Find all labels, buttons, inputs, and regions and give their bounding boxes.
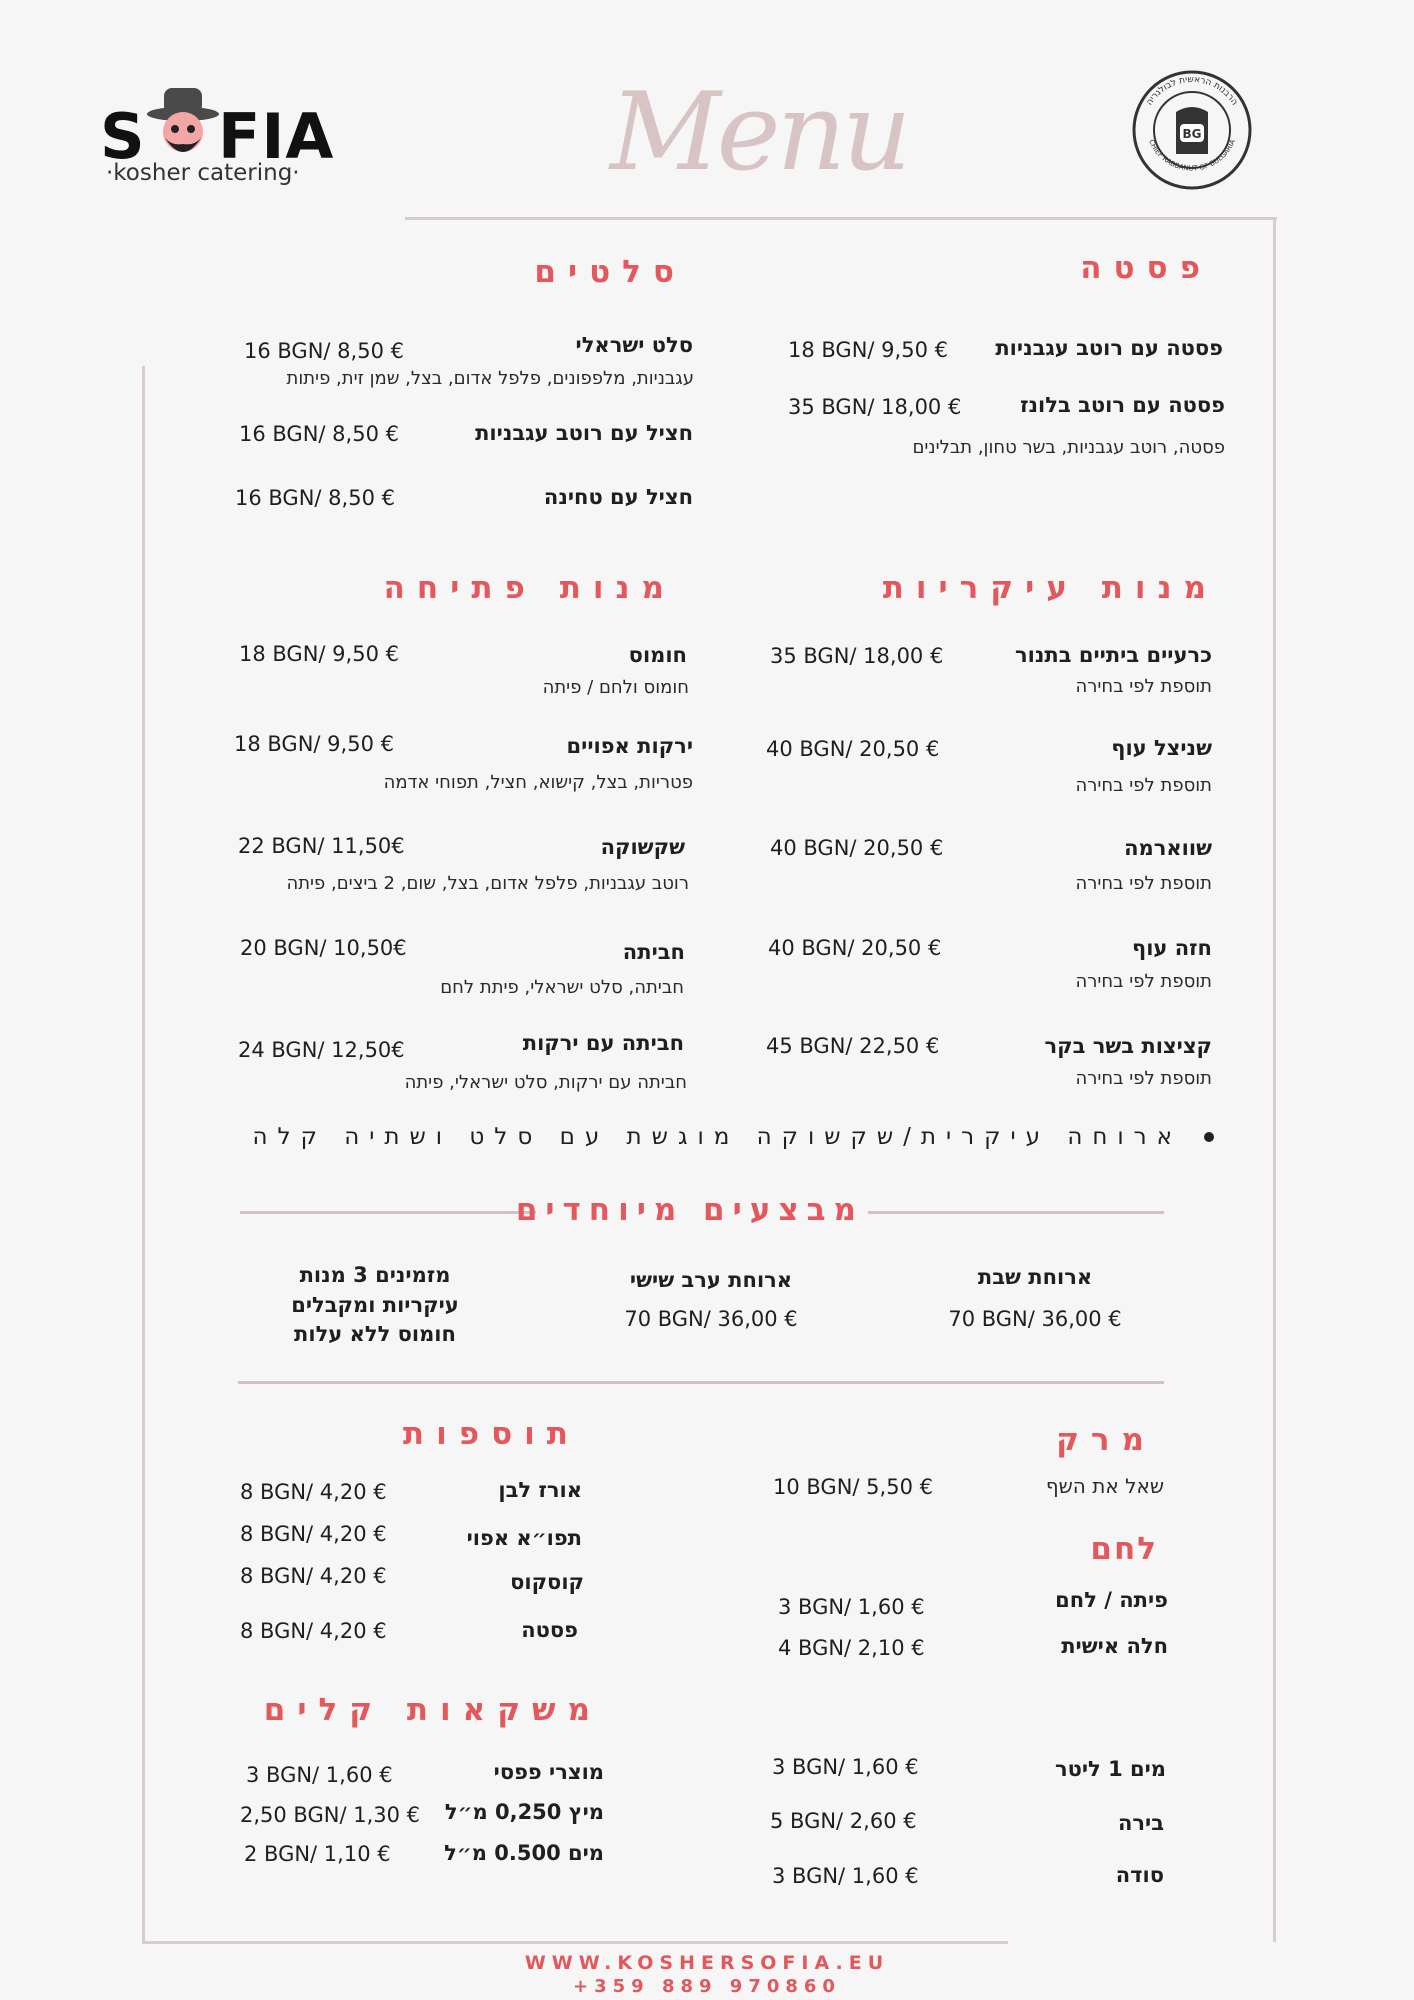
special-item-name: ארוחת ערב שישי xyxy=(629,1268,793,1292)
pasta-item-name: פסטה עם רוטב בלונז xyxy=(1020,393,1225,417)
soup-heading: מרק xyxy=(1056,1422,1156,1458)
rabbi-face-icon xyxy=(144,84,222,166)
pasta-item-price: 35 BGN/ 18,00 € xyxy=(788,395,962,419)
starter-item-price: 18 BGN/ 9,50 € xyxy=(234,732,394,756)
side-item-name: קוסקוס xyxy=(510,1570,584,1594)
starter-item-price: 18 BGN/ 9,50 € xyxy=(239,642,399,666)
specials-line-right xyxy=(868,1211,1164,1214)
side-item-price: 8 BGN/ 4,20 € xyxy=(240,1564,387,1588)
side-item-name: תפו״א אפוי xyxy=(466,1526,582,1550)
drink-item-name: מוצרי פפסי xyxy=(493,1760,604,1784)
bread-heading: לחם xyxy=(1090,1531,1158,1567)
salad-item-name: חציל עם רוטב עגבניות xyxy=(475,421,693,445)
special-item-price: 70 BGN/ 36,00 € xyxy=(624,1307,798,1331)
main-item-desc: תוספת לפי בחירה xyxy=(1075,873,1212,894)
frame-right-line xyxy=(1273,217,1276,1942)
footer-phone[interactable]: +359 889 970860 xyxy=(573,1976,841,1997)
main-item-desc: תוספת לפי בחירה xyxy=(1075,1068,1212,1089)
footer-website[interactable]: WWW.KOSHERSOFIA.EU xyxy=(524,1952,890,1974)
drink-item-name: בירה xyxy=(1117,1811,1164,1835)
drink-item-price: 3 BGN/ 1,60 € xyxy=(772,1755,919,1779)
drink-item-price: 3 BGN/ 1,60 € xyxy=(246,1763,393,1787)
starter-item-desc: חומוס ולחם / פיתה xyxy=(542,677,689,698)
main-item-name: שווארמה xyxy=(1124,836,1212,860)
kosher-seal-icon xyxy=(1130,68,1254,192)
brand-tagline: ·kosher catering· xyxy=(106,160,300,186)
soup-item-name: שאל את השף xyxy=(1045,1474,1164,1498)
frame-bottom-line xyxy=(142,1941,1008,1944)
main-item-price: 35 BGN/ 18,00 € xyxy=(770,644,944,668)
drink-item-name: מיץ 0,250 מ״ל xyxy=(444,1800,604,1824)
drink-item-name: מים 1 ליטר xyxy=(1054,1757,1166,1781)
side-item-price: 8 BGN/ 4,20 € xyxy=(240,1619,387,1643)
bread-item-name: חלה אישית xyxy=(1061,1634,1168,1658)
pasta-item-desc: פסטה, רוטב עגבניות, בשר טחון, תבלינים xyxy=(912,437,1225,458)
soup-item-price: 10 BGN/ 5,50 € xyxy=(773,1475,933,1499)
starter-item-name: חביתה xyxy=(622,940,685,964)
side-item-price: 8 BGN/ 4,20 € xyxy=(240,1480,387,1504)
note-bullet xyxy=(1204,1132,1214,1142)
drink-item-price: 5 BGN/ 2,60 € xyxy=(770,1809,917,1833)
starter-item-desc: חביתה עם ירקות, סלט ישראלי, פיתה xyxy=(404,1072,687,1093)
salad-item-desc: עגבניות, מלפפונים, פלפל אדום, בצל, שמן זית, פיתות xyxy=(286,368,694,389)
sides-heading: תוספות xyxy=(402,1416,580,1452)
main-item-name: חזה עוף xyxy=(1132,936,1212,960)
main-item-price: 45 BGN/ 22,50 € xyxy=(766,1034,940,1058)
main-item-desc: תוספת לפי בחירה xyxy=(1075,971,1212,992)
salad-item-price: 16 BGN/ 8,50 € xyxy=(239,422,399,446)
brand-logo xyxy=(100,80,335,195)
specials-bottom-line xyxy=(238,1381,1164,1384)
drink-item-price: 2,50 BGN/ 1,30 € xyxy=(240,1803,420,1827)
specials-heading: מבצעים מיוחדים xyxy=(515,1192,864,1228)
bread-item-price: 3 BGN/ 1,60 € xyxy=(778,1595,925,1619)
starter-item-desc: פטריות, בצל, קישוא, חציל, תפוחי אדמה xyxy=(383,772,693,793)
starter-item-name: שקשוקה xyxy=(600,835,685,859)
pasta-item-name: פסטה עם רוטב עגבניות xyxy=(995,336,1223,360)
side-item-name: אורז לבן xyxy=(498,1478,582,1502)
menu-title: Menu xyxy=(610,70,908,195)
starter-item-price: 22 BGN/ 11,50€ xyxy=(238,834,405,858)
bread-item-price: 4 BGN/ 2,10 € xyxy=(778,1636,925,1660)
frame-top-line xyxy=(405,217,1277,220)
drink-item-price: 3 BGN/ 1,60 € xyxy=(772,1864,919,1888)
starter-item-name: חומוס xyxy=(628,643,687,667)
main-item-name: שניצל עוף xyxy=(1111,736,1212,760)
special-offer-line: חומוס ללא עלות xyxy=(294,1322,456,1346)
logo-letters-fia: FIA xyxy=(218,100,335,173)
main-item-name: כרעיים ביתיים בתנור xyxy=(1015,643,1212,667)
seal-inner-text: BG xyxy=(1182,127,1202,141)
main-item-desc: תוספת לפי בחירה xyxy=(1075,676,1212,697)
starters-heading: מנות פתיחה xyxy=(383,570,676,606)
frame-left-line xyxy=(142,366,145,1944)
drink-item-name: מים 0.500 מ״ל xyxy=(444,1841,604,1865)
salad-item-name: חציל עם טחינה xyxy=(543,485,693,509)
note-text: ארוחה עיקרית/שקשוקה מוגשת עם סלט ושתיה קלה xyxy=(252,1124,1182,1150)
bread-item-name: פיתה / לחם xyxy=(1055,1588,1168,1612)
salad-item-name: סלט ישראלי xyxy=(575,333,693,357)
special-item-name: ארוחת שבת xyxy=(977,1265,1093,1289)
special-offer-line: עיקריות ומקבלים xyxy=(291,1293,459,1317)
drinks-heading: משקאות קלים xyxy=(263,1692,602,1728)
drink-item-price: 2 BGN/ 1,10 € xyxy=(244,1842,391,1866)
seal-ring-bottom: CHIEF RABBANUT OF BULGARIA xyxy=(1147,138,1237,173)
starter-item-name: ירקות אפויים xyxy=(566,734,693,758)
starter-item-desc: חביתה, סלט ישראלי, פיתת לחם xyxy=(440,977,684,998)
main-item-price: 40 BGN/ 20,50 € xyxy=(768,936,942,960)
pasta-heading: פסטה xyxy=(1080,250,1212,286)
special-item-price: 70 BGN/ 36,00 € xyxy=(948,1307,1122,1331)
main-item-price: 40 BGN/ 20,50 € xyxy=(770,836,944,860)
side-item-price: 8 BGN/ 4,20 € xyxy=(240,1522,387,1546)
salads-heading: סלטים xyxy=(534,254,686,290)
logo-letter-s: S xyxy=(100,100,146,173)
mains-heading: מנות עיקריות xyxy=(882,570,1218,606)
starter-item-price: 20 BGN/ 10,50€ xyxy=(240,936,407,960)
pasta-item-price: 18 BGN/ 9,50 € xyxy=(788,338,948,362)
main-item-price: 40 BGN/ 20,50 € xyxy=(766,737,940,761)
side-item-name: פסטה xyxy=(521,1618,578,1642)
starter-item-price: 24 BGN/ 12,50€ xyxy=(238,1038,405,1062)
salad-item-price: 16 BGN/ 8,50 € xyxy=(244,339,404,363)
main-item-name: קציצות בשר בקר xyxy=(1044,1034,1212,1058)
specials-line-left xyxy=(240,1211,536,1214)
special-offer-line: מזמינים 3 מנות xyxy=(299,1263,451,1287)
drink-item-name: סודה xyxy=(1115,1863,1164,1887)
main-item-desc: תוספת לפי בחירה xyxy=(1075,775,1212,796)
seal-ring-top: הרבנות הראשית לבולגריה xyxy=(1144,74,1240,108)
salad-item-price: 16 BGN/ 8,50 € xyxy=(235,486,395,510)
starter-item-desc: רוטב עגבניות, פלפל אדום, בצל, שום, 2 ביצים, פיתה xyxy=(286,873,689,894)
starter-item-name: חביתה עם ירקות xyxy=(522,1031,684,1055)
